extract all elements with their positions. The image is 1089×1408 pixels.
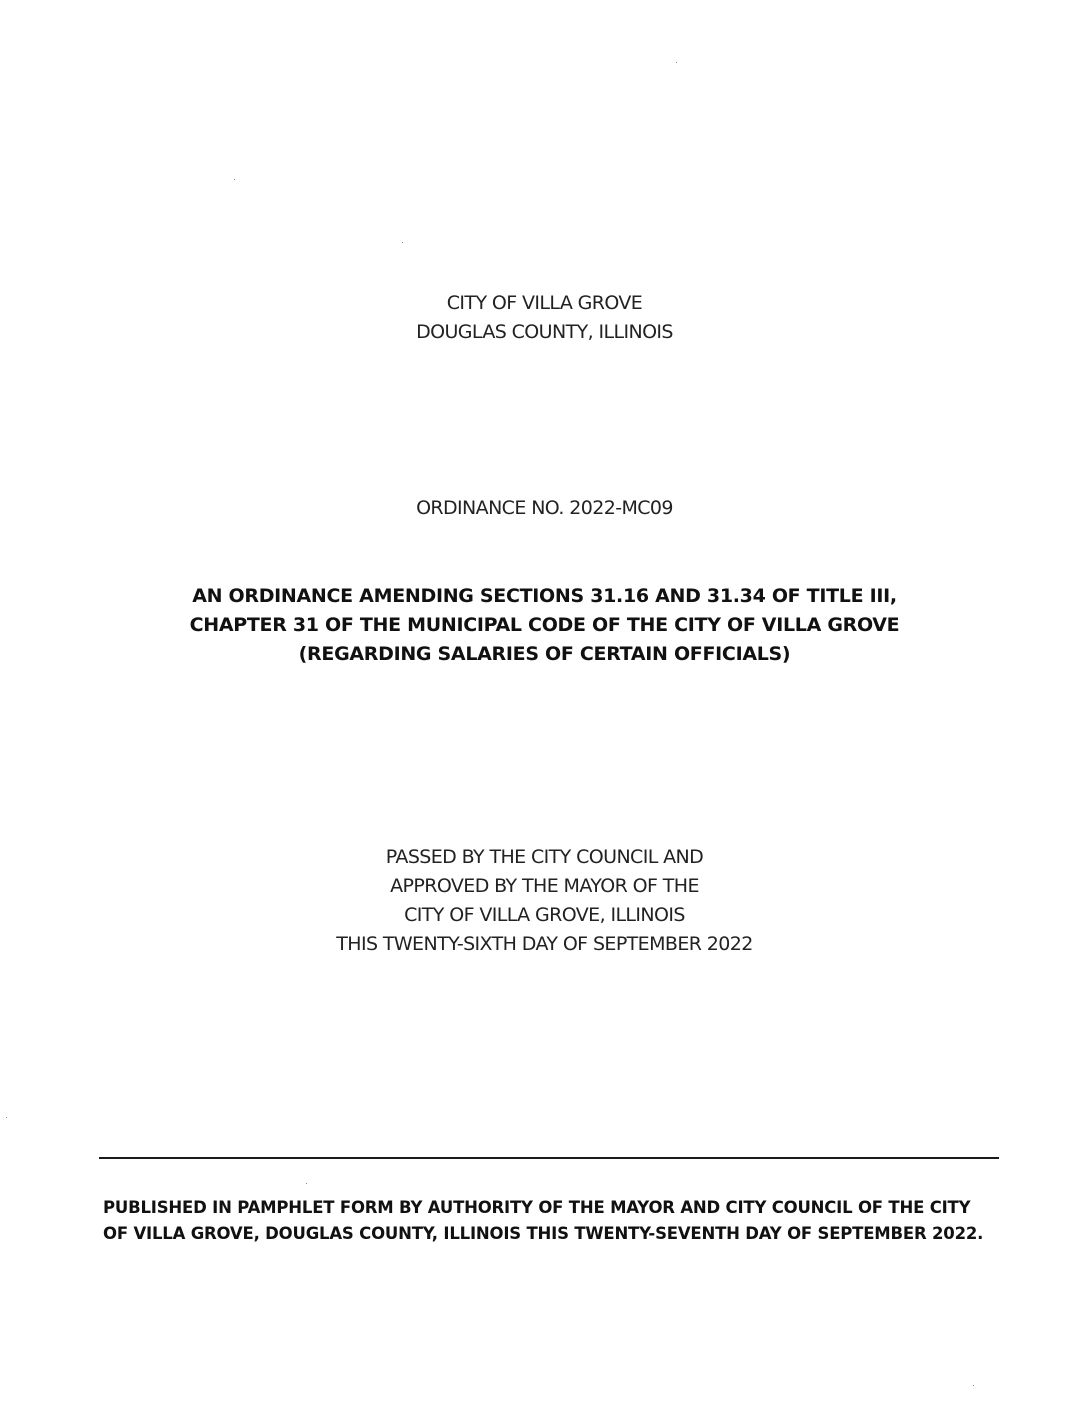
city-header xyxy=(0,289,1089,347)
county-state: DOUGLAS COUNTY, ILLINOIS xyxy=(416,321,673,343)
scan-speck xyxy=(973,1385,974,1386)
scan-speck xyxy=(6,1117,7,1118)
passage-line: CITY OF VILLA GROVE, ILLINOIS xyxy=(404,904,685,926)
ordinance-title xyxy=(0,582,1089,669)
publication-line: PUBLISHED IN PAMPHLET FORM BY AUTHORITY OF THE MAYOR AND CITY COUNCIL OF THE CITY xyxy=(103,1198,971,1217)
passage-line: PASSED BY THE CITY COUNCIL AND xyxy=(385,846,704,868)
ordinance-title-line: (REGARDING SALARIES OF CERTAIN OFFICIALS) xyxy=(298,643,791,665)
scan-speck xyxy=(402,242,403,243)
passage-statement xyxy=(0,843,1089,959)
ordinance-title-line: AN ORDINANCE AMENDING SECTIONS 31.16 AND 31.34 OF TITLE III, xyxy=(192,585,897,607)
horizontal-divider xyxy=(99,1157,999,1159)
passage-line: THIS TWENTY-SIXTH DAY OF SEPTEMBER 2022 xyxy=(336,933,753,955)
scan-speck xyxy=(306,1183,307,1184)
ordinance-number-text: ORDINANCE NO. 2022-MC09 xyxy=(416,497,673,519)
scan-speck xyxy=(234,179,235,180)
ordinance-title-line: CHAPTER 31 OF THE MUNICIPAL CODE OF THE CITY OF VILLA GROVE xyxy=(189,614,900,636)
publication-notice xyxy=(103,1195,1003,1247)
city-name: CITY OF VILLA GROVE xyxy=(446,292,643,314)
scan-speck xyxy=(676,62,677,63)
ordinance-number xyxy=(0,494,1089,523)
passage-line: APPROVED BY THE MAYOR OF THE xyxy=(390,875,699,897)
publication-line: OF VILLA GROVE, DOUGLAS COUNTY, ILLINOIS THIS TWENTY-SEVENTH DAY OF SEPTEMBER 2022. xyxy=(103,1224,984,1243)
